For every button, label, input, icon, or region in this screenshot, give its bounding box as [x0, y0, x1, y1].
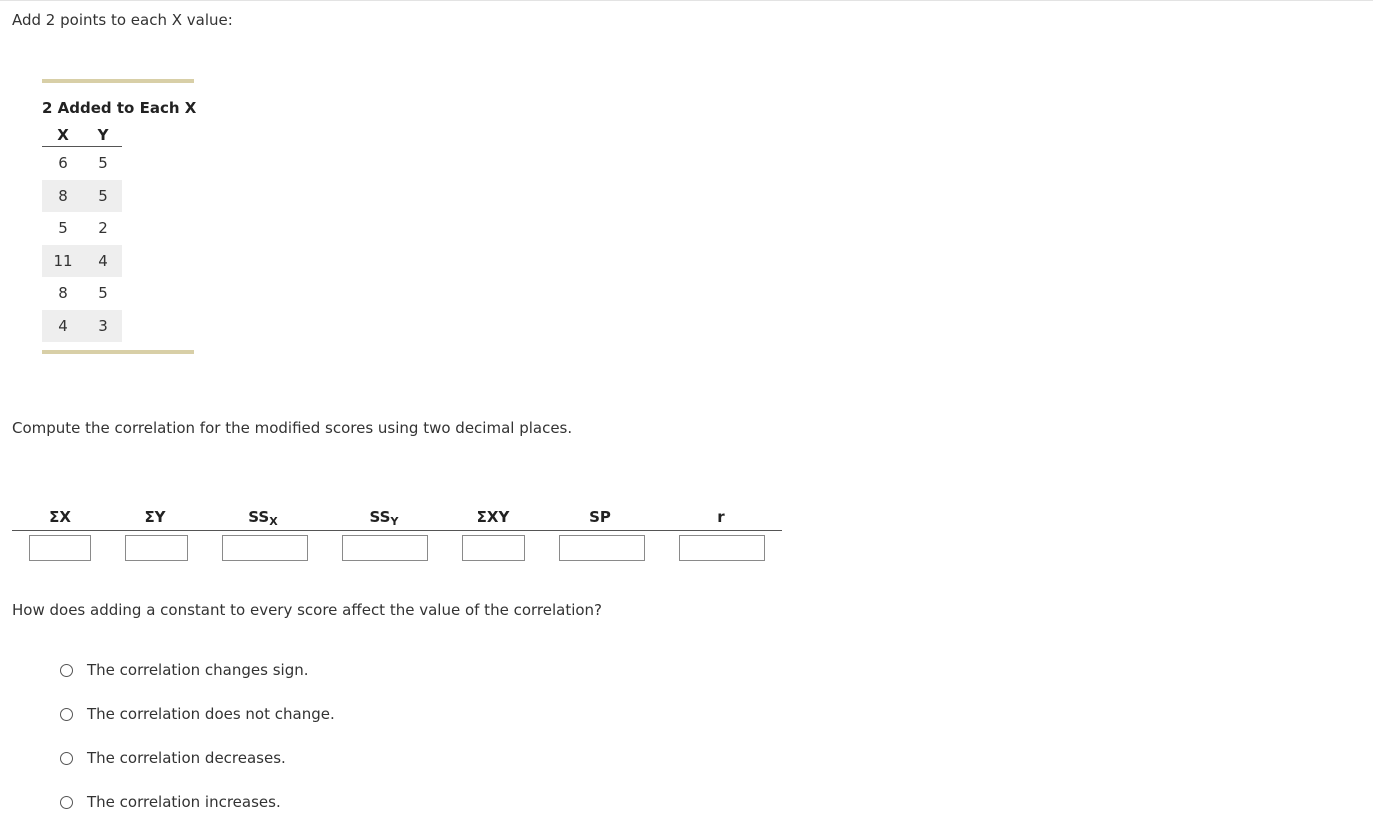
- column-header-y: Y: [84, 124, 122, 147]
- ss-y-label: SS: [369, 508, 391, 526]
- answer-header-row: [12, 506, 782, 531]
- radio-button[interactable]: [60, 708, 73, 721]
- x-value: 8: [42, 180, 84, 213]
- xy-table: [42, 124, 122, 342]
- sp-input[interactable]: [559, 535, 645, 561]
- x-value: 8: [58, 284, 68, 303]
- answer-grid: [12, 506, 782, 565]
- option-label: The correlation increases.: [87, 793, 281, 811]
- x-value: 11: [42, 245, 84, 278]
- option-does-not-change[interactable]: [60, 692, 335, 736]
- ss-y-header: [366, 508, 402, 528]
- instruction-text: Add 2 points to each X value:: [12, 11, 233, 29]
- y-value: 5: [98, 154, 108, 173]
- answer-options: [60, 648, 335, 824]
- ss-x-header: [245, 508, 281, 528]
- y-value: 5: [84, 180, 122, 213]
- ss-x-subscript: X: [269, 515, 278, 528]
- option-label: The correlation changes sign.: [87, 661, 309, 679]
- r-header: r: [717, 508, 725, 526]
- sum-x-header: ΣX: [49, 508, 71, 526]
- column-header-x: X: [42, 124, 84, 147]
- table-header-row: [42, 124, 122, 147]
- sum-xy-header: ΣXY: [476, 508, 510, 526]
- table-caption: 2 Added to Each X: [42, 99, 197, 117]
- table-row: [42, 310, 122, 343]
- sum-xy-input[interactable]: [462, 535, 525, 561]
- sum-y-header: ΣY: [144, 508, 166, 526]
- ss-y-input[interactable]: [342, 535, 428, 561]
- question-text: How does adding a constant to every score affect the value of the correlation?: [12, 601, 603, 619]
- y-value: 3: [84, 310, 122, 343]
- sum-y-input[interactable]: [125, 535, 188, 561]
- x-value: 4: [42, 310, 84, 343]
- table-row: [42, 212, 122, 245]
- option-label: The correlation decreases.: [87, 749, 286, 767]
- sp-header: SP: [589, 508, 611, 526]
- sum-x-input[interactable]: [29, 535, 91, 561]
- y-value: 4: [84, 245, 122, 278]
- ss-y-subscript: Y: [390, 515, 399, 528]
- y-value: 5: [98, 284, 108, 303]
- table-bottom-rule: [42, 350, 194, 354]
- option-decreases[interactable]: [60, 736, 335, 780]
- table-row: [42, 147, 122, 180]
- option-increases[interactable]: [60, 780, 335, 824]
- table-row: [42, 180, 122, 213]
- radio-button[interactable]: [60, 752, 73, 765]
- x-value: 5: [58, 219, 68, 238]
- y-value: 2: [98, 219, 108, 238]
- ss-x-input[interactable]: [222, 535, 308, 561]
- top-divider: [0, 0, 1373, 1]
- compute-prompt: Compute the correlation for the modified scores using two decimal places.: [12, 419, 573, 437]
- table-row: [42, 277, 122, 310]
- option-label: The correlation does not change.: [87, 705, 335, 723]
- x-value: 6: [58, 154, 68, 173]
- option-changes-sign[interactable]: [60, 648, 335, 692]
- table-top-rule: [42, 79, 194, 83]
- ss-x-label: SS: [248, 508, 270, 526]
- r-input[interactable]: [679, 535, 765, 561]
- answer-input-row: [12, 531, 782, 565]
- radio-button[interactable]: [60, 664, 73, 677]
- table-row: [42, 245, 122, 278]
- radio-button[interactable]: [60, 796, 73, 809]
- data-table: [42, 79, 197, 354]
